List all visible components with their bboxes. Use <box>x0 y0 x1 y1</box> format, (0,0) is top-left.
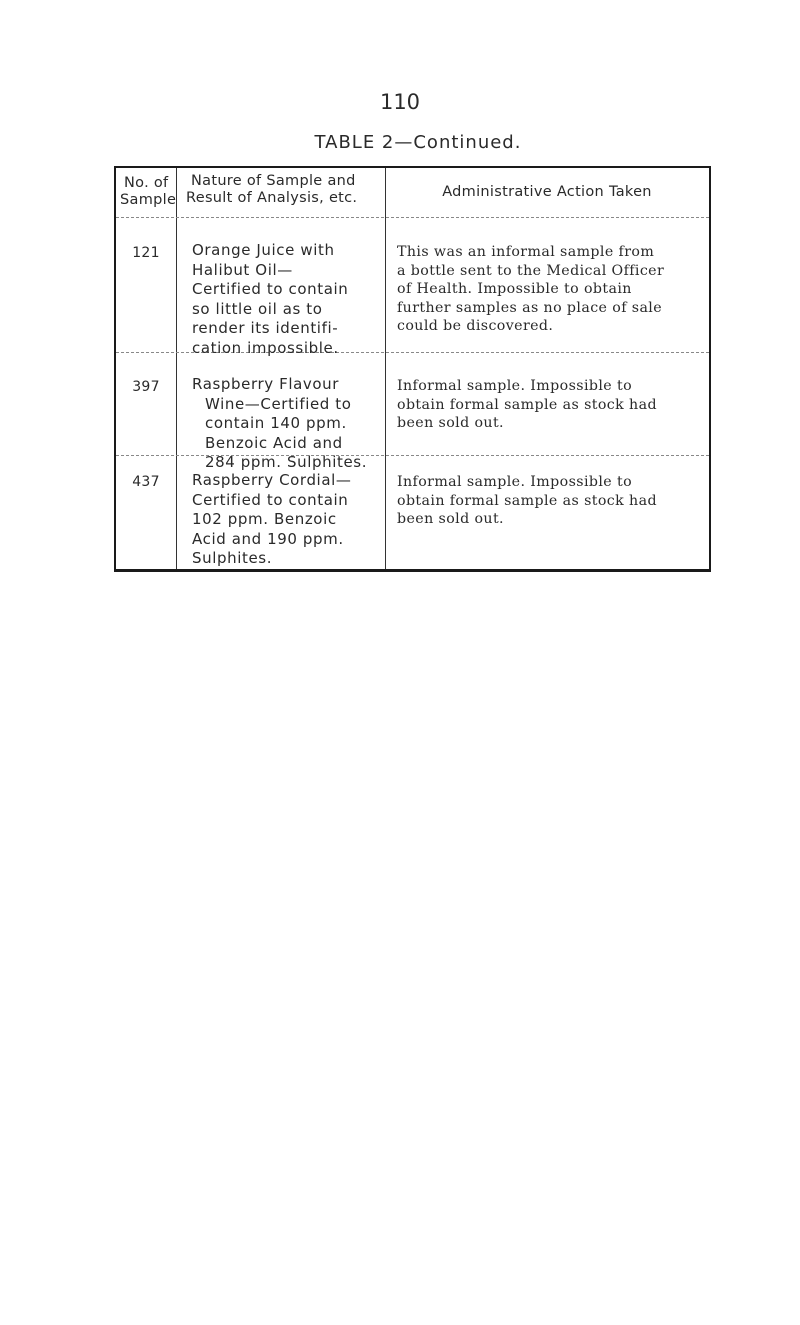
row-3-action: Informal sample. Impossible to obtain formal sample as stock had been sold out. <box>397 474 657 527</box>
row-divider <box>116 217 709 218</box>
column-divider <box>176 168 177 569</box>
row-3-sample-no: 437 <box>132 474 160 490</box>
header-sample-no: No. of Sample <box>120 175 177 208</box>
row-2-action: Informal sample. Impossible to obtain formal sample as stock had been sold out. <box>397 378 657 431</box>
row-3-nature: Raspberry Cordial— Certified to contain 102 ppm. Benzoic Acid and 190 ppm. Sulphites. <box>192 471 352 568</box>
page-number: 110 <box>379 90 421 114</box>
column-divider <box>385 168 386 569</box>
header-nature: Nature of Sample and Result of Analysis, etc. <box>186 173 358 206</box>
samples-table <box>114 166 711 572</box>
row-1-nature: Orange Juice with Halibut Oil— Certified to contain so little oil as to render its identifi- cation impossible. <box>192 241 349 357</box>
row-1-sample-no: 121 <box>132 245 160 261</box>
row-1-action: This was an informal sample from a bottle sent to the Medical Officer of Health. Impossible to obtain further samples as no place of sale could be discovered. <box>397 244 665 334</box>
header-action: Administrative Action Taken <box>442 184 652 200</box>
table-title: TABLE 2—Continued. <box>314 132 522 153</box>
row-2-sample-no: 397 <box>132 379 160 395</box>
row-2-nature: Raspberry Flavour Wine—Certified to contain 140 ppm. Benzoic Acid and 284 ppm. Sulphites. <box>192 375 368 472</box>
